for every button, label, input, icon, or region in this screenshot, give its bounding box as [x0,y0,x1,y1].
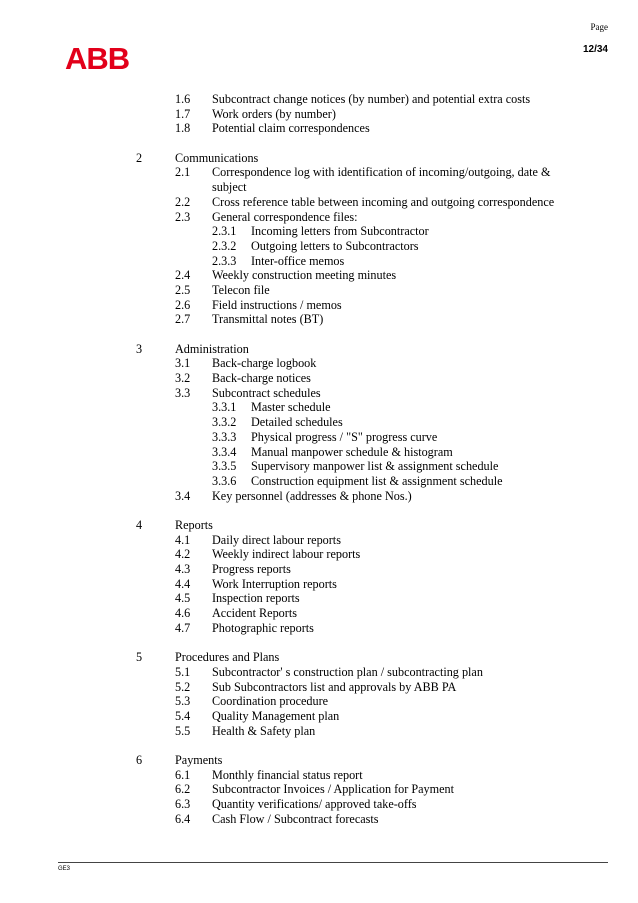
sub-list-item [0,224,638,239]
item-number: 1.6 [175,92,191,106]
list-item [0,694,638,709]
list-item [0,356,638,371]
list-item [0,165,638,194]
list-item [0,107,638,122]
item-text: Cash Flow / Subcontract forecasts [212,811,379,826]
item-text: Weekly construction meeting minutes [212,268,397,283]
section-spacer [0,136,638,151]
item-text: Daily direct labour reports [212,532,341,547]
sub-list-item [0,474,638,489]
list-item [0,562,638,577]
item-number: 6.1 [175,767,191,782]
item-number: 4.7 [175,620,191,635]
item-text: Accident Reports [212,606,297,621]
section-title: Reports [175,517,213,532]
item-text: Subcontractor Invoices / Application for Payment [212,782,454,797]
item-number: 4.2 [175,547,191,562]
subitem-text: Detailed schedules [251,415,343,430]
list-item [0,782,638,797]
page-label: Page [590,22,608,32]
section-number: 3 [136,341,143,356]
list-item [0,768,638,783]
subitem-number: 3.3.3 [212,429,237,444]
section-spacer [0,738,638,753]
item-number: 5.1 [175,664,191,679]
list-item [0,92,638,107]
list-item [0,210,638,225]
section-heading [0,342,638,357]
item-text: Photographic reports [212,620,314,635]
section-spacer [0,635,638,650]
list-item [0,533,638,548]
item-text: Subcontract change notices (by number) and potential extra costs [212,92,531,106]
list-item [0,312,638,327]
subitem-text: Incoming letters from Subcontractor [251,224,429,239]
list-item [0,724,638,739]
list-item [0,195,638,210]
sub-list-item [0,459,638,474]
sub-list-item [0,254,638,269]
sub-list-item [0,430,638,445]
item-text: Weekly indirect labour reports [212,547,361,562]
item-number: 4.6 [175,606,191,621]
section-number: 4 [136,517,143,532]
item-number: 1.7 [175,106,191,121]
section-title: Payments [175,752,223,767]
item-text: Field instructions / memos [212,297,342,312]
subitem-number: 3.3.6 [212,473,237,488]
list-item [0,680,638,695]
item-number: 2.3 [175,209,191,224]
item-number: 2.2 [175,194,191,209]
subitem-number: 3.3.5 [212,459,237,474]
item-text: Subcontract schedules [212,385,321,400]
item-number: 2.4 [175,268,191,283]
list-item [0,709,638,724]
document-body [0,92,638,826]
list-item [0,268,638,283]
section-title: Administration [175,341,249,356]
item-number: 3.4 [175,488,191,503]
subitem-text: Outgoing letters to Subcontractors [251,238,419,253]
item-number: 2.1 [175,165,191,180]
section-heading [0,753,638,768]
item-text: Sub Subcontractors list and approvals by ABB PA [212,679,457,694]
item-number: 2.5 [175,282,191,297]
list-item [0,797,638,812]
subitem-number: 2.3.1 [212,224,237,239]
subitem-number: 3.3.2 [212,415,237,430]
abb-logo [65,41,130,76]
item-number: 5.3 [175,694,191,709]
item-text: Work Interruption reports [212,576,337,591]
subitem-text: Supervisory manpower list & assignment schedule [251,459,499,474]
item-number: 3.2 [175,371,191,386]
section-number: 6 [136,752,143,767]
item-number: 5.2 [175,679,191,694]
list-item [0,283,638,298]
list-item [0,298,638,313]
section-heading [0,650,638,665]
item-number: 6.4 [175,811,191,826]
list-item [0,547,638,562]
item-text: Potential claim correspondences [212,121,370,136]
sub-list-item [0,445,638,460]
item-number: 6.2 [175,782,191,797]
list-item [0,386,638,401]
abb-logo-text: ABB [65,41,130,76]
subitem-text: Physical progress / "S" progress curve [251,429,438,444]
section-title: Procedures and Plans [175,650,280,665]
list-item [0,621,638,636]
subitem-number: 2.3.3 [212,253,237,268]
subitem-text: Construction equipment list & assignment schedule [251,473,503,488]
item-text: Back-charge notices [212,371,311,386]
list-item [0,665,638,680]
sub-list-item [0,415,638,430]
footer-divider [58,862,608,863]
subitem-text: Master schedule [251,400,331,415]
item-number: 4.1 [175,532,191,547]
section-title: Communications [175,150,259,165]
item-text: Inspection reports [212,591,300,606]
item-number: 4.5 [175,591,191,606]
subitem-number: 2.3.2 [212,238,237,253]
section-spacer [0,503,638,518]
item-text: Correspondence log with identification of incoming/outgoing, date & subject [212,165,551,195]
item-number: 4.4 [175,576,191,591]
section-number: 5 [136,650,143,665]
item-number: 3.1 [175,356,191,371]
item-number: 1.8 [175,121,191,136]
list-item [0,606,638,621]
sub-list-item [0,239,638,254]
list-item [0,489,638,504]
section-spacer [0,327,638,342]
sub-list-item [0,400,638,415]
item-text: Progress reports [212,562,291,577]
list-item [0,371,638,386]
list-item [0,591,638,606]
item-number: 5.5 [175,723,191,738]
item-number: 5.4 [175,708,191,723]
item-text: Monthly financial status report [212,767,363,782]
list-item [0,577,638,592]
item-number: 2.7 [175,312,191,327]
section-number: 2 [136,150,143,165]
item-text: Coordination procedure [212,694,329,709]
item-number: 4.3 [175,562,191,577]
section-heading [0,518,638,533]
footer-code: GE3 [58,866,71,872]
subitem-text: Inter-office memos [251,253,345,268]
item-number: 3.3 [175,385,191,400]
list-item [0,121,638,136]
list-item [0,812,638,827]
item-text: Quantity verifications/ approved take-offs [212,797,417,812]
subitem-text: Manual manpower schedule & histogram [251,444,453,459]
item-text: Telecon file [212,282,270,297]
item-number: 2.6 [175,297,191,312]
item-text: Work orders (by number) [212,106,336,121]
item-text: General correspondence files: [212,209,358,224]
item-text: Key personnel (addresses & phone Nos.) [212,488,412,503]
item-text: Quality Management plan [212,708,340,723]
item-text: Subcontractor' s construction plan / subcontracting plan [212,664,483,679]
item-text: Health & Safety plan [212,723,316,738]
item-text: Back-charge logbook [212,356,317,371]
item-text: Cross reference table between incoming and outgoing correspondence [212,194,555,209]
subitem-number: 3.3.4 [212,444,237,459]
subitem-number: 3.3.1 [212,400,237,415]
item-number: 6.3 [175,797,191,812]
item-text: Transmittal notes (BT) [212,312,324,327]
section-heading [0,151,638,166]
page-number: 12/34 [582,44,608,55]
